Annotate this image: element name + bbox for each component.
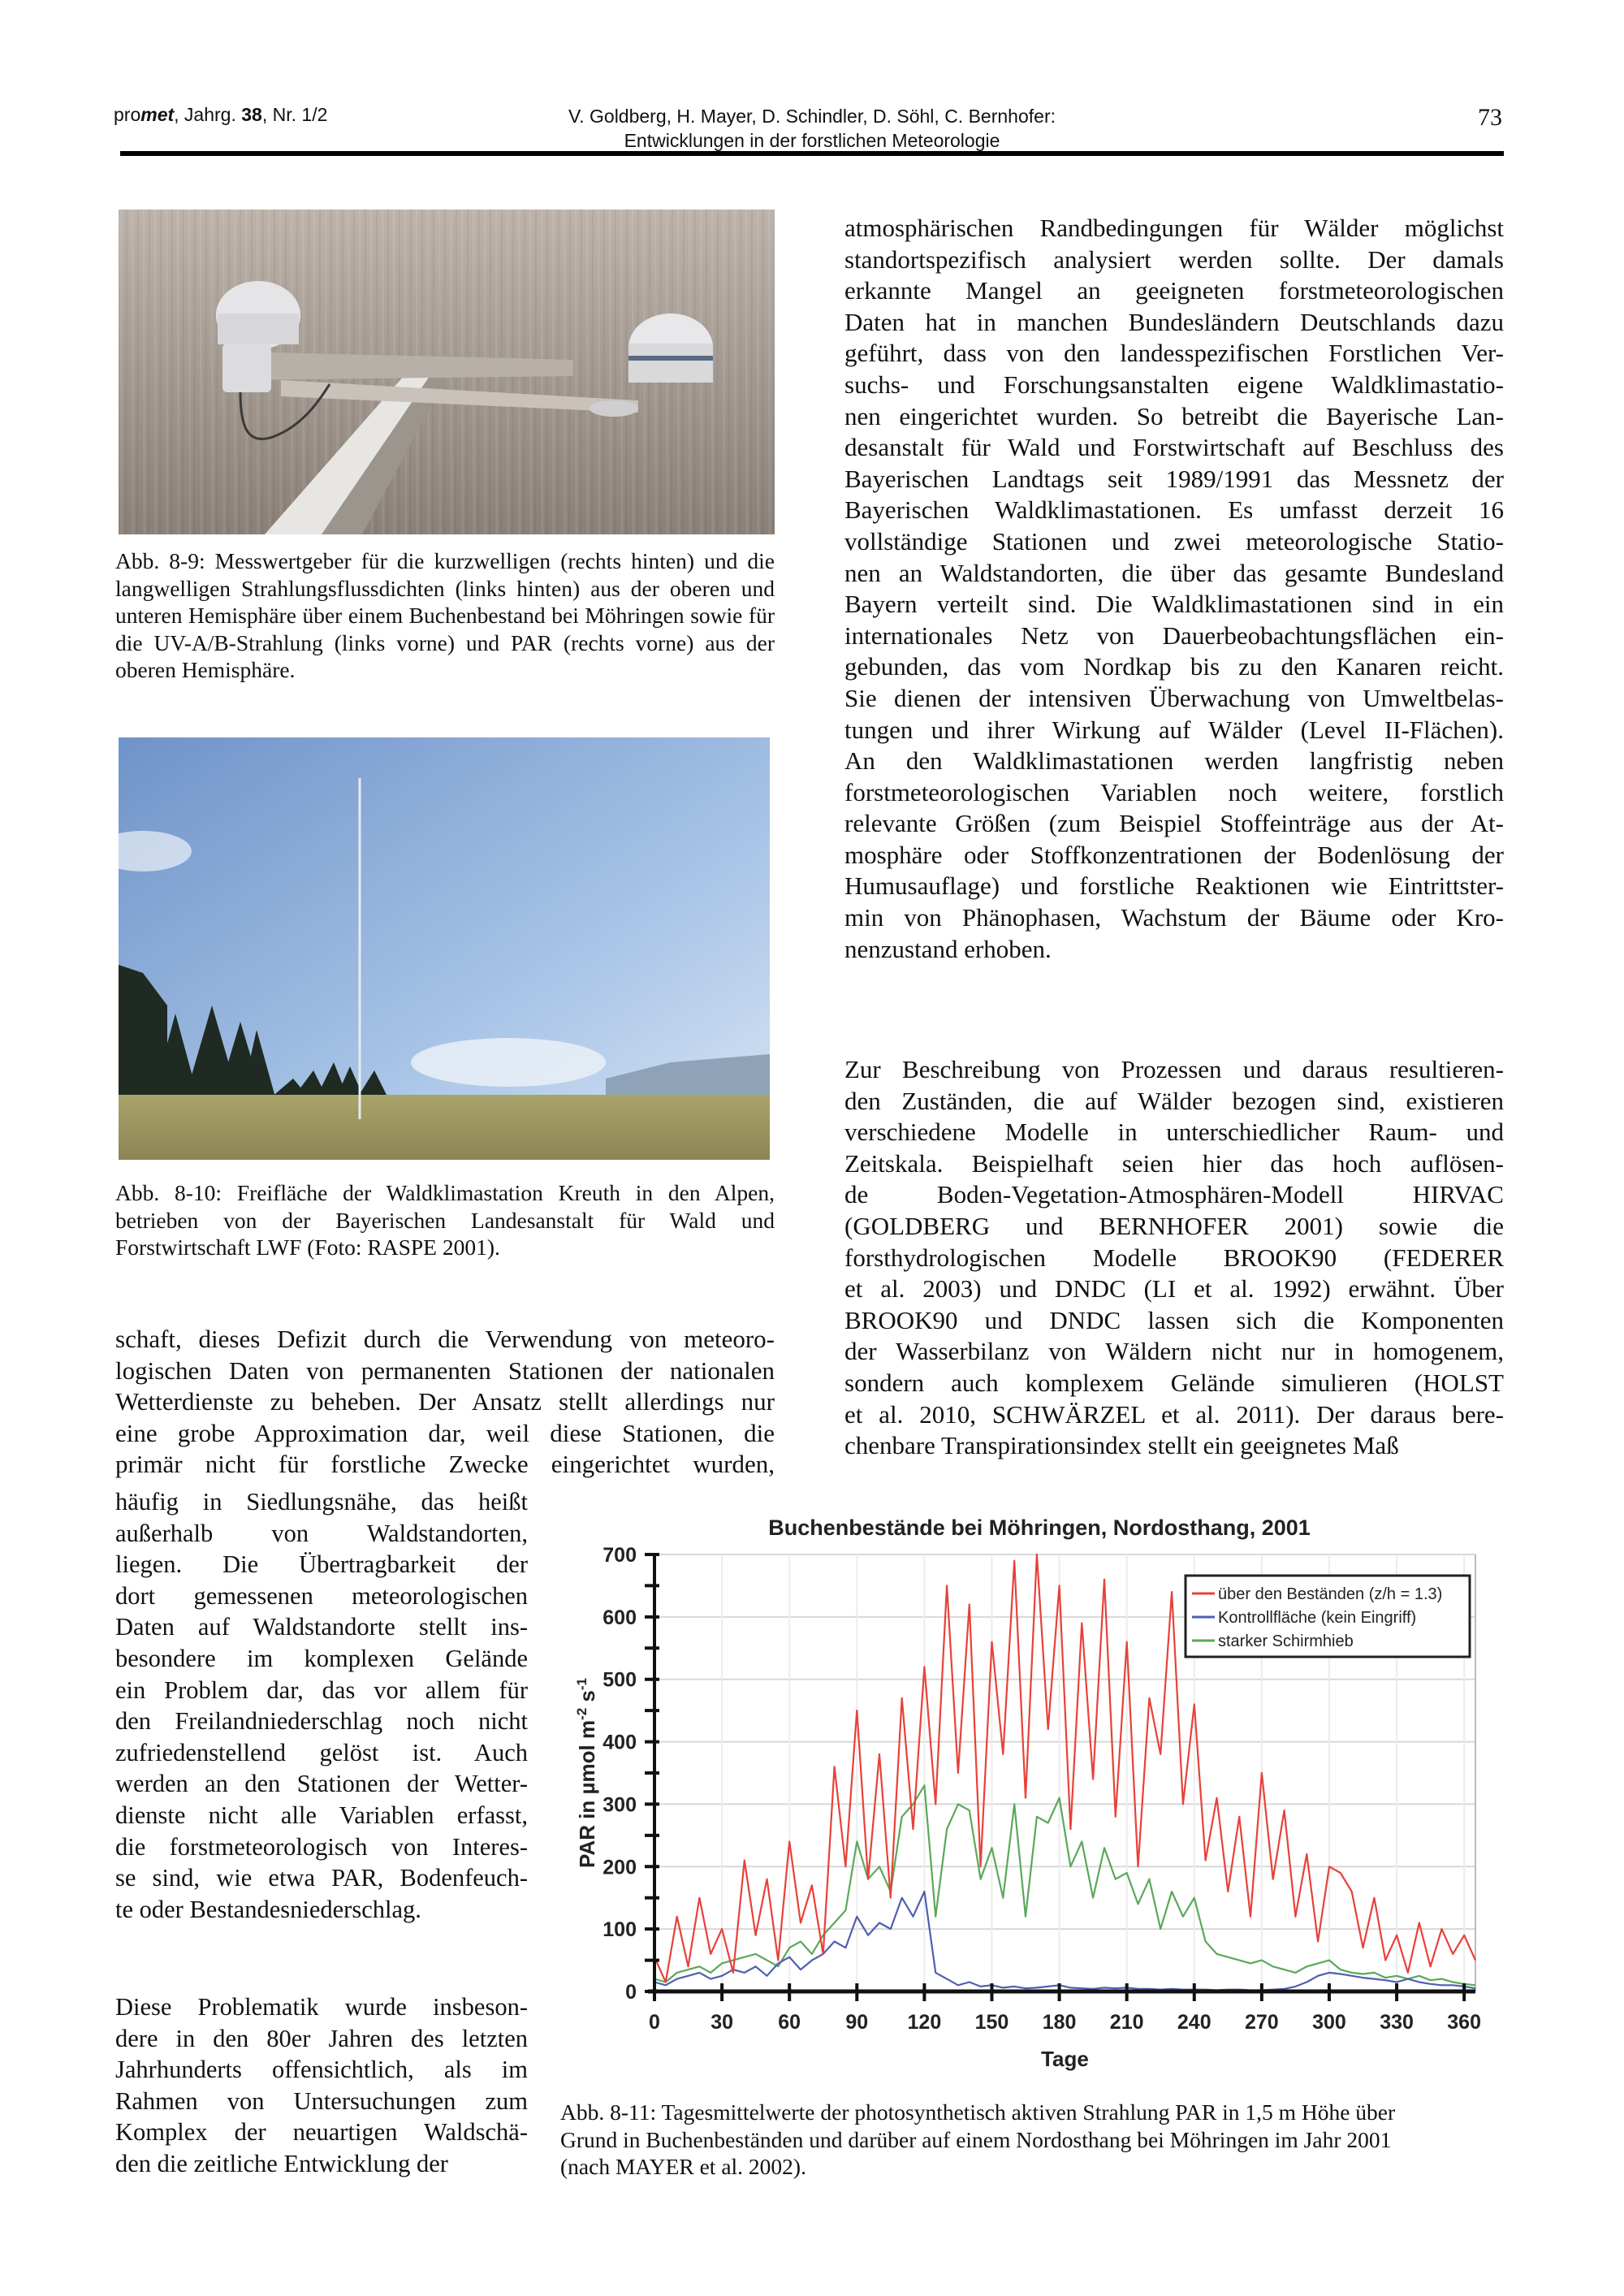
weather-station-illustration (119, 737, 770, 1160)
text-line: et al. 2010, SCHWÄRZEL et al. 2011). Der daraus bere- (844, 1399, 1504, 1429)
text-line: Daten auf Waldstandorte stellt ins- (115, 1613, 528, 1641)
y-tick-label: 300 (603, 1793, 637, 1817)
right-paragraph-2 (844, 1054, 1504, 1462)
page-number: 73 (1478, 104, 1502, 131)
x-tick-label: 150 (974, 2011, 1009, 2034)
text-line: BROOK90 und DNDC lassen sich die Komponenten (844, 1305, 1504, 1334)
y-axis-label-part: PAR in µmol m (575, 1719, 599, 1869)
journal-issue: , Nr. 1/2 (261, 104, 328, 125)
legend-label: Kontrollfläche (kein Eingriff) (1218, 1609, 1417, 1627)
text-line: Bayerischen Landtags seit 1989/1991 das Messnetz der (844, 464, 1504, 493)
text-line: min von Phänophasen, Wachstum der Bäume oder Kro- (844, 903, 1504, 932)
x-tick-label: 120 (907, 2011, 942, 2034)
par-sensor (590, 400, 638, 417)
text-line: besondere im komplexen Gelände (115, 1644, 528, 1672)
text-line: geführt, dass von den landesspezifischen Forstlichen Ver- (844, 339, 1504, 368)
figure-8-10-photo (119, 737, 770, 1160)
x-tick-label: 30 (710, 2011, 734, 2034)
article-title: Entwicklungen in der forstlichen Meteorologie (624, 130, 1000, 151)
text-line: eine grobe Approximation dar, weil diese Stationen, die (115, 1418, 775, 1447)
x-tick-label: 60 (778, 2011, 801, 2034)
y-tick-label: 700 (603, 1544, 637, 1567)
journal-name-italic: met (140, 104, 175, 125)
series-line-1 (654, 1892, 1475, 1991)
y-tick-label: 0 (625, 1981, 637, 2004)
figure-8-11-caption (560, 2099, 1502, 2181)
text-line: Rahmen von Untersuchungen zum (115, 2086, 528, 2115)
figure-8-9-photo (119, 210, 775, 534)
y-tick-label: 200 (603, 1856, 637, 1879)
text-line: desanstalt für Wald und Forstwirtschaft auf Beschluss des (844, 433, 1504, 462)
text-line: chenbare Transpirationsindex stellt ein geeignetes Maß (844, 1431, 1399, 1460)
sensor-boom-illustration (119, 210, 775, 534)
x-tick-label: 210 (1109, 2011, 1144, 2034)
text-line: den die zeitliche Entwicklung der (115, 2149, 448, 2177)
text-line: Jahrhunderts offensichtlich, als im (115, 2056, 528, 2084)
journal-volume: 38 (241, 104, 262, 125)
legend-label: über den Beständen (z/h = 1.3) (1218, 1585, 1443, 1603)
left-paragraph-1 (115, 1324, 775, 1481)
text-line: dort gemessenen meteorologischen (115, 1581, 528, 1610)
right-paragraph-1 (844, 213, 1504, 965)
figure-8-11-caption-line: (nach MAYER et al. 2002). (560, 2154, 806, 2179)
text-line: An den Waldklimastationen werden langfristig neben (844, 746, 1504, 776)
text-line: liegen. Die Übertragbarkeit der (115, 1550, 528, 1579)
text-line: internationales Netz von Dauerbeobachtungsflächen ein- (844, 620, 1504, 650)
y-tick-label: 100 (603, 1918, 637, 1942)
text-line: werden an den Stationen der Wetter- (115, 1770, 528, 1798)
text-line: Daten hat in manchen Bundesländern Deutschlands dazu (844, 307, 1504, 336)
journal-reference (114, 104, 327, 126)
journal-name-prefix: pro (114, 104, 141, 125)
left-paragraph-1-continued (115, 1486, 528, 1925)
authors: V. Goldberg, H. Mayer, D. Schindler, D. Söhl, C. Bernhofer: (568, 106, 1056, 127)
meadow (119, 1095, 770, 1160)
y-axis-label-part: s (575, 1690, 599, 1708)
text-line: den Freilandniederschlag noch nicht (115, 1707, 528, 1736)
legend-label: starker Schirmhieb (1218, 1632, 1354, 1650)
text-line: der Wasserbilanz von Wäldern nicht nur in homogenem, (844, 1337, 1504, 1366)
y-axis-label (574, 1678, 599, 1868)
x-tick-label: 270 (1245, 2011, 1279, 2034)
text-line: dere in den 80er Jahren des letzten (115, 2024, 528, 2052)
figure-8-11-caption-line: Abb. 8-11: Tagesmittelwerte der photosynthetisch aktiven Strahlung PAR in 1,5 m Höhe über (560, 2099, 1396, 2125)
par-line-chart (560, 1511, 1518, 2095)
text-line: ein Problem dar, das vor allem für (115, 1676, 528, 1704)
text-line: zufriedenstellend gelöst ist. Auch (115, 1738, 528, 1766)
text-line: dienste nicht alle Variablen erfasst, (115, 1801, 528, 1829)
text-line: mosphäre oder Stoffkonzentrationen der Bodenlösung der (844, 840, 1504, 869)
x-tick-label: 0 (649, 2011, 660, 2034)
x-tick-label: 180 (1042, 2011, 1077, 2034)
chart-title: Buchenbestände bei Möhringen, Nordosthang, 2001 (768, 1516, 1311, 1540)
text-line: schaft, dieses Defizit durch die Verwendung von meteoro- (115, 1325, 775, 1353)
text-line: Sie dienen der intensiven Überwachung von Umweltbelas- (844, 683, 1504, 712)
text-line: Diese Problematik wurde insbeson- (115, 1993, 528, 2021)
text-line: standortspezifisch analysiert werden sollte. Der damals (844, 244, 1504, 274)
text-line: verschiedene Modelle in unterschiedlicher Raum- und (844, 1118, 1504, 1147)
text-line: häufig in Siedlungsnähe, das heißt (115, 1488, 528, 1516)
y-tick-label: 500 (603, 1668, 637, 1692)
figure-8-11-caption-line: Grund in Buchenbeständen und darüber auf einem Nordosthang bei Möhringen im Jahr 2001 (560, 2126, 1392, 2152)
header-rule (120, 151, 1504, 156)
text-line: se sind, wie etwa PAR, Bodenfeuch- (115, 1864, 528, 1892)
y-tick-label: 400 (603, 1731, 637, 1754)
text-line: logischen Daten von permanenten Stationen der nationalen (115, 1356, 775, 1385)
y-axis-label-part: -1 (574, 1677, 590, 1691)
text-line: die forstmeteorologisch von Interes- (115, 1832, 528, 1861)
text-line: Bayern verteilt sind. Die Waldklimastationen sind in ein (844, 590, 1504, 619)
text-line: (GOLDBERG und BERNHOFER 2001) sowie die (844, 1211, 1504, 1240)
text-line: nenzustand erhoben. (844, 934, 1052, 963)
journal-year-label: , Jahrg. (174, 104, 242, 125)
text-line: erkannte Mangel an geeigneten forstmeteorologischen (844, 276, 1504, 305)
text-line: außerhalb von Waldstandorten, (115, 1519, 528, 1547)
text-line: Bayerischen Waldklimastationen. Es umfasst derzeit 16 (844, 495, 1504, 525)
x-tick-label: 300 (1312, 2011, 1346, 2034)
figure-8-9-caption: Abb. 8-9: Messwertgeber für die kurzwelligen (rechts hinten) und die langwelligen Strahlungsflussdichten (links hinten) aus der oberen und unteren Hemisphäre über einem Buchenbestand bei Möhringen sowie für die UV-A/B-Strahlung (links vorne) und PAR (rechts vorne) aus der oberen Hemisphäre. (115, 548, 775, 682)
text-line: Wetterdienste zu beheben. Der Ansatz stellt allerdings nur (115, 1387, 775, 1416)
text-line: gebunden, das vom Nordkap bis zu den Kanaren reicht. (844, 652, 1504, 681)
left-paragraph-2 (115, 1991, 528, 2180)
text-line: nen an Waldstandorten, die über das gesamte Bundesland (844, 558, 1504, 587)
text-line: forsthydrologischen Modelle BROOK90 (FEDERER (844, 1243, 1504, 1272)
x-tick-label: 330 (1380, 2011, 1414, 2034)
text-line: primär nicht für forstliche Zwecke eingerichtet wurden, (115, 1450, 775, 1479)
uv-sensor (222, 344, 271, 392)
x-tick-label: 360 (1447, 2011, 1482, 2034)
text-line: Komplex der neuartigen Waldschä- (115, 2118, 528, 2147)
figure-8-10-caption: Abb. 8-10: Freifläche der Waldklimastation Kreuth in den Alpen, betrieben von der Bayerischen Landesanstalt für Wald und Forstwirtschaft LWF (Foto: RASPE 2001). (115, 1180, 775, 1260)
text-line: Humusauflage) und forstliche Reaktionen wie Eintrittster- (844, 871, 1504, 901)
text-line: forstmeteorologischen Variablen noch weitere, forstlich (844, 777, 1504, 806)
text-line: et al. 2003) und DNDC (LI et al. 1992) erwähnt. Über (844, 1274, 1504, 1304)
text-line: relevante Größen (zum Beispiel Stoffeinträge aus der At- (844, 809, 1504, 838)
y-axis-label-part: -2 (574, 1707, 590, 1720)
text-line: te oder Bestandesniederschlag. (115, 1895, 421, 1923)
text-line: vollständige Stationen und zwei meteorologische Statio- (844, 526, 1504, 556)
x-axis-label: Tage (1041, 2047, 1089, 2071)
text-line: nen eingerichtet wurden. So betreibt die Bayerische Lan- (844, 401, 1504, 430)
text-line: Zeitskala. Beispielhaft seien hier das hoch auflösen- (844, 1148, 1504, 1178)
figure-8-11-chart (560, 1511, 1518, 2095)
running-header (520, 104, 1104, 153)
x-tick-label: 240 (1177, 2011, 1212, 2034)
text-line: de Boden-Vegetation-Atmosphären-Modell HIRVAC (844, 1180, 1504, 1209)
text-line: sondern auch komplexem Gelände simulieren (HOLST (844, 1368, 1504, 1397)
text-line: den Zuständen, die auf Wälder bezogen sind, existieren (844, 1086, 1504, 1115)
text-line: tungen und ihrer Wirkung auf Wälder (Level II-Flächen). (844, 715, 1504, 744)
x-tick-label: 90 (845, 2011, 869, 2034)
text-line: atmosphärischen Randbedingungen für Wälder möglichst (844, 214, 1504, 242)
text-line: suchs- und Forschungsanstalten eigene Waldklimastatio- (844, 370, 1504, 399)
y-tick-label: 600 (603, 1606, 637, 1629)
text-line: Zur Beschreibung von Prozessen und daraus resultieren- (844, 1055, 1504, 1083)
